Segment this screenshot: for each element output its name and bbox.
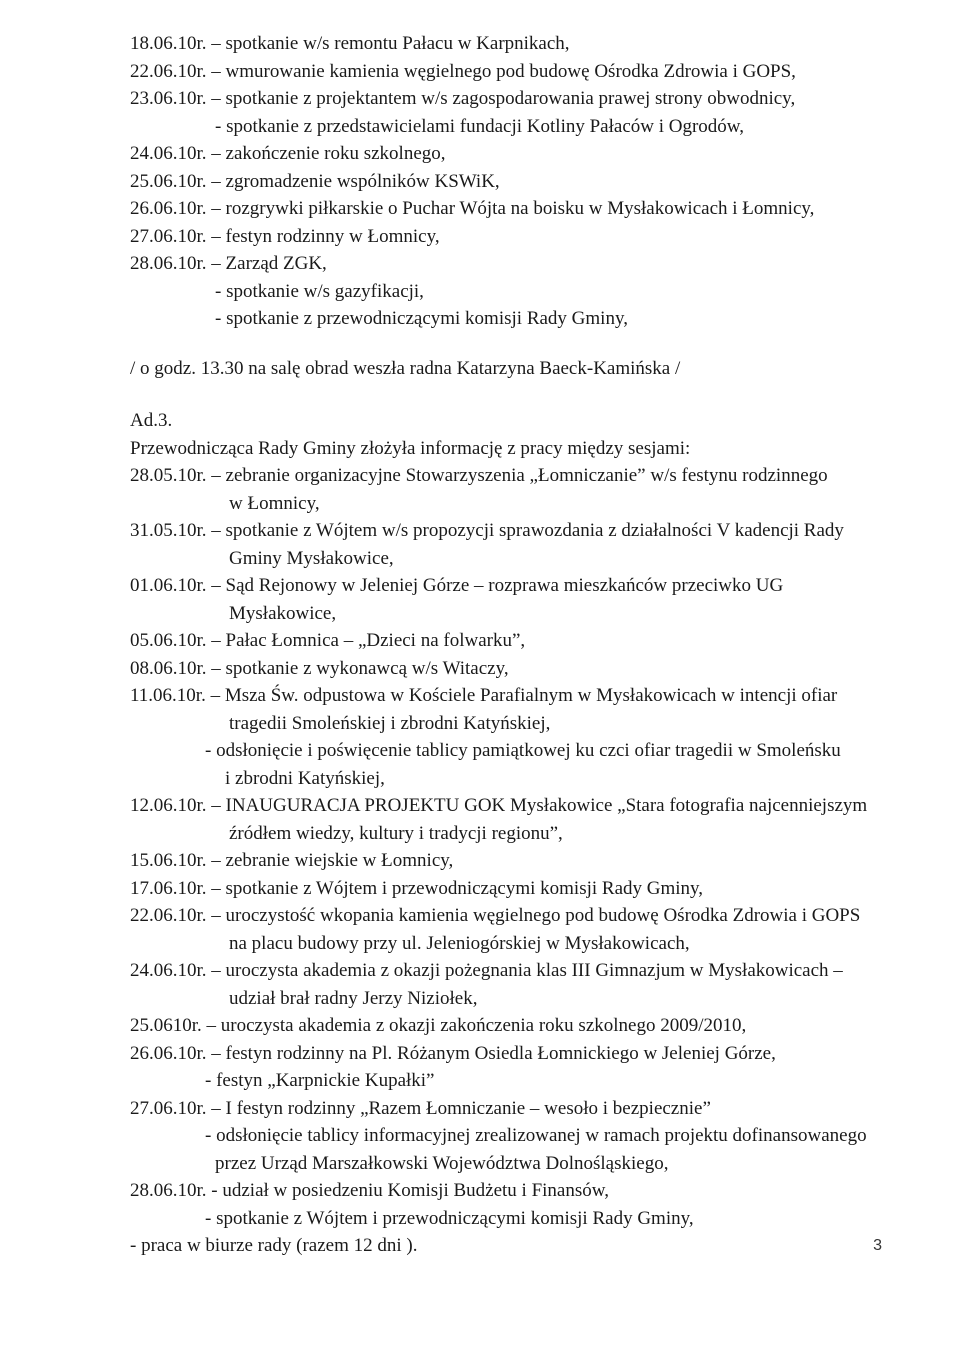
document-body	[130, 30, 875, 1260]
closing-line: - praca w biurze rady (razem 12 dni ).	[130, 1235, 418, 1256]
entry-subline: - spotkanie z przewodniczącymi komisji Rady Gminy,	[215, 308, 628, 329]
entry-subline: - odsłonięcie i poświęcenie tablicy pamiątkowej ku czci ofiar tragedii w Smoleńsku	[205, 740, 841, 761]
entry-continuation: przez Urząd Marszałkowski Województwa Dolnośląskiego,	[215, 1152, 669, 1174]
section-intro: Przewodnicząca Rady Gminy złożyła informację z pracy między sesjami:	[130, 437, 691, 459]
entry-line: 08.06.10r. – spotkanie z wykonawcą w/s Witaczy,	[130, 657, 509, 679]
entry-line: 27.06.10r. – festyn rodzinny w Łomnicy,	[130, 225, 440, 247]
entry-subline: - spotkanie z Wójtem i przewodniczącymi komisji Rady Gminy,	[205, 1207, 694, 1229]
entry-subline: - spotkanie w/s gazyfikacji,	[215, 280, 424, 302]
entry-line: 18.06.10r. – spotkanie w/s remontu Pałacu w Karpnikach,	[130, 33, 570, 54]
entry-line: 23.06.10r. – spotkanie z projektantem w/s zagospodarowania prawej strony obwodnicy,	[130, 88, 796, 109]
entry-line: 25.06.10r. – zgromadzenie wspólników KSWiK,	[130, 170, 500, 192]
section-heading: Ad.3.	[130, 410, 173, 431]
entry-line: 11.06.10r. – Msza Św. odpustowa w Kościele Parafialnym w Mysłakowicach w intencji ofiar	[130, 685, 838, 706]
entry-line: 27.06.10r. – I festyn rodzinny „Razem Łomniczanie – wesoło i bezpiecznie”	[130, 1097, 711, 1119]
page-number: 3	[873, 1237, 882, 1254]
entry-line: 05.06.10r. – Pałac Łomnica – „Dzieci na folwarku”,	[130, 630, 526, 651]
entry-line: 24.06.10r. – zakończenie roku szkolnego,	[130, 143, 446, 164]
entry-subline: - odsłonięcie tablicy informacyjnej zrealizowanej w ramach projektu dofinansowanego	[205, 1125, 867, 1146]
entry-line: 28.05.10r. – zebranie organizacyjne Stowarzyszenia „Łomniczanie” w/s festynu rodzinnego	[130, 465, 828, 486]
entry-continuation: Mysłakowice,	[229, 602, 337, 624]
entry-line: 01.06.10r. – Sąd Rejonowy w Jeleniej Górze – rozprawa mieszkańców przeciwko UG	[130, 575, 784, 596]
entry-subline: - spotkanie z przedstawicielami fundacji Kotliny Pałaców i Ogrodów,	[215, 115, 745, 137]
entry-line: 24.06.10r. – uroczysta akademia z okazji pożegnania klas III Gimnazjum w Mysłakowicach –	[130, 960, 843, 981]
entry-line: 22.06.10r. – wmurowanie kamienia węgielnego pod budowę Ośrodka Zdrowia i GOPS,	[130, 60, 796, 82]
entry-line: 26.06.10r. – rozgrywki piłkarskie o Puchar Wójta na boisku w Mysłakowicach i Łomnicy,	[130, 198, 815, 219]
entry-line: 25.0610r. – uroczysta akademia z okazji zakończenia roku szkolnego 2009/2010,	[130, 1015, 747, 1036]
entry-line: 12.06.10r. – INAUGURACJA PROJEKTU GOK Mysłakowice „Stara fotografia najcenniejszym	[130, 795, 868, 816]
entry-line: 28.06.10r. - udział w posiedzeniu Komisji Budżetu i Finansów,	[130, 1180, 609, 1201]
entry-continuation: udział brał radny Jerzy Niziołek,	[229, 987, 478, 1009]
entry-line: 28.06.10r. – Zarząd ZGK,	[130, 253, 327, 274]
entry-continuation: Gminy Mysłakowice,	[229, 547, 394, 569]
entry-line: 22.06.10r. – uroczystość wkopania kamienia węgielnego pod budowę Ośrodka Zdrowia i GOPS	[130, 905, 861, 926]
entry-subline: - festyn „Karpnickie Kupałki”	[205, 1070, 435, 1091]
entry-continuation: w Łomnicy,	[229, 492, 320, 514]
attendance-note: / o godz. 13.30 na salę obrad weszła radna Katarzyna Baeck-Kamińska /	[130, 357, 681, 379]
entry-continuation: źródłem wiedzy, kultury i tradycji regionu”,	[229, 822, 563, 844]
entry-continuation: tragedii Smoleńskiej i zbrodni Katyńskiej,	[229, 712, 551, 734]
entry-continuation: i zbrodni Katyńskiej,	[225, 767, 385, 789]
entry-line: 17.06.10r. – spotkanie z Wójtem i przewodniczącymi komisji Rady Gminy,	[130, 877, 704, 899]
entry-continuation: na placu budowy przy ul. Jeleniogórskiej w Mysłakowicach,	[229, 932, 690, 954]
entry-line: 15.06.10r. – zebranie wiejskie w Łomnicy,	[130, 850, 454, 871]
entry-line: 31.05.10r. – spotkanie z Wójtem w/s propozycji sprawozdania z działalności V kadencji Rady	[130, 520, 844, 541]
entry-line: 26.06.10r. – festyn rodzinny na Pl. Różanym Osiedla Łomnickiego w Jeleniej Górze,	[130, 1042, 776, 1064]
